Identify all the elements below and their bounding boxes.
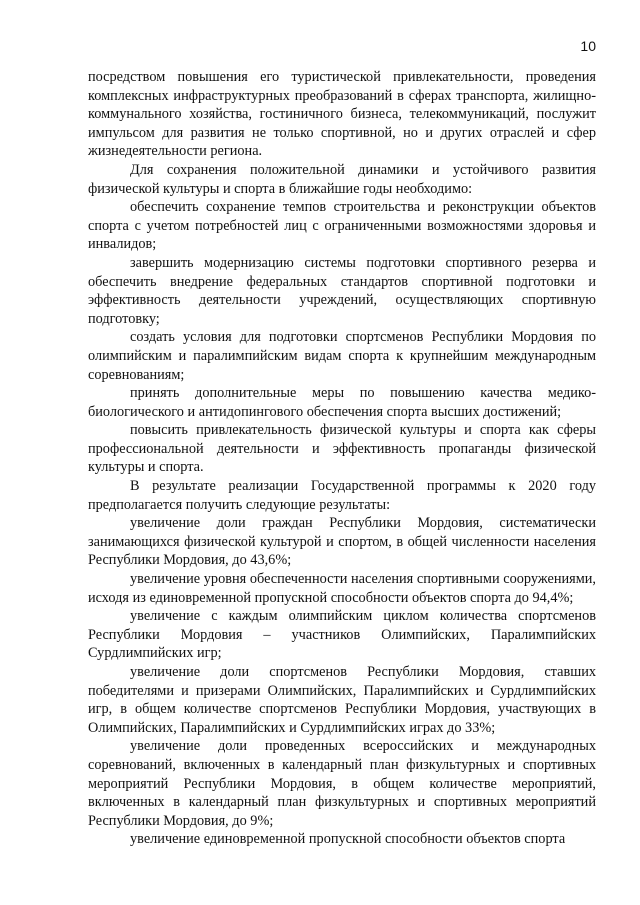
paragraph: посредством повышения его туристической привлекательности, проведения комплексных инфраструктурных преобразований в сферах транспорта, жилищно-коммунального хозяйства, гостиничного бизнеса, телекоммуникаций, послужит импульсом для развития не только спортивной, но и других отраслей и сфер жизнедеятельности региона. (88, 69, 596, 160)
paragraph: создать условия для подготовки спортсменов Республики Мордовия по олимпийским и паралимпийским видам спорта к крупнейшим международным соревнованиям; (88, 329, 596, 383)
page-number: 10 (580, 38, 596, 54)
paragraph: обеспечить сохранение темпов строительства и реконструкции объектов спорта с учетом потребностей лиц с ограниченными возможностями здоровья и инвалидов; (88, 199, 596, 253)
paragraph: завершить модернизацию системы подготовки спортивного резерва и обеспечить внедрение федеральных стандартов спортивной подготовки и эффективность деятельности учреждений, осуществляющих спортивную подготовку; (88, 254, 596, 327)
paragraph: увеличение уровня обеспеченности населения спортивными сооружениями, исходя из единовременной пропускной способности объектов спорта до 94,4%; (88, 571, 596, 606)
paragraph: увеличение доли проведенных всероссийских и международных соревнований, включенных в календарный план физкультурных и спортивных мероприятий Республики Мордовия, в общем количестве мероприятий, включенных в календарный план физкультурных и спортивных мероприятий Республики Мордовия, до 9%; (88, 738, 596, 829)
body-text (88, 68, 596, 849)
paragraph: принять дополнительные меры по повышению качества медико-биологического и антидопингового обеспечения спорта высших достижений; (88, 385, 596, 420)
paragraph: увеличение доли граждан Республики Мордовия, систематически занимающихся физической культурой и спортом, в общей численности населения Республики Мордовия, до 43,6%; (88, 515, 596, 569)
paragraph: Для сохранения положительной динамики и устойчивого развития физической культуры и спорта в ближайшие годы необходимо: (88, 161, 596, 197)
paragraph: повысить привлекательность физической культуры и спорта как сферы профессиональной деятельности и эффективность пропаганды физической культуры и спорта. (88, 422, 596, 476)
paragraph: увеличение единовременной пропускной способности объектов спорта (130, 831, 566, 848)
paragraph: В результате реализации Государственной программы к 2020 году предполагается получить следующие результаты: (88, 478, 596, 513)
paragraph: увеличение с каждым олимпийским циклом количества спортсменов Республики Мордовия – участников Олимпийских, Паралимпийских Сурдлимпийских игр; (88, 608, 596, 662)
paragraph: увеличение доли спортсменов Республики Мордовия, ставших победителями и призерами Олимпийских, Паралимпийских и Сурдлимпийских игр, в общем количестве спортсменов Республики Мордовия, участвующих в Олимпийских, Паралимпийских и Сурдлимпийских играх до 33%; (88, 664, 596, 736)
